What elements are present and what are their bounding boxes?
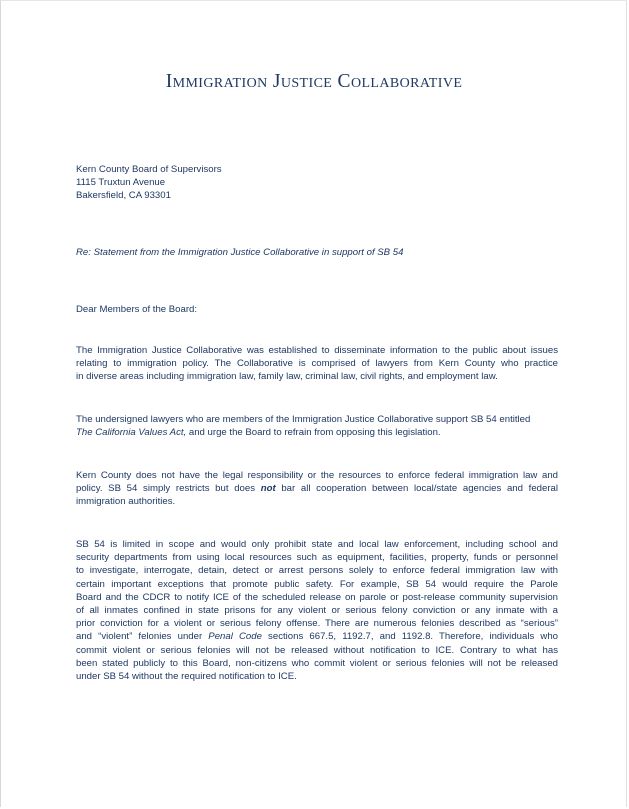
- paragraph-line: prior conviction for a violent or serious felony offense. There are numerous felonies described as “serious”: [76, 618, 558, 630]
- paragraph-line: [76, 630, 558, 643]
- paragraph-line: Kern County does not have the legal responsibility or the resources to enforce federal immigration law and: [76, 470, 558, 481]
- subject-line: Re: Statement from the Immigration Justice Collaborative in support of SB 54: [76, 247, 404, 258]
- letterhead-title: Immigration Justice Collaborative: [165, 71, 463, 92]
- penal-code-ref: Penal Code: [208, 631, 262, 643]
- paragraph-text: bar all cooperation between local/state agencies and federal: [275, 483, 559, 495]
- paragraph-line: The Immigration Justice Collaborative was established to disseminate information to the public about issues: [76, 345, 558, 356]
- recipient-address: [76, 163, 558, 203]
- paragraph-line: immigration authorities.: [76, 496, 176, 508]
- paragraph-scope: [76, 538, 558, 683]
- paragraph-line: under SB 54 without the required notification to ICE.: [76, 671, 297, 683]
- paragraph-line: certain important exceptions that promote public safety. For example, SB 54 would require the Parole: [76, 578, 558, 590]
- address-line-1: Kern County Board of Supervisors: [76, 164, 222, 175]
- paragraph-intro: [76, 344, 558, 384]
- paragraph-text: and “violent” felonies under: [76, 631, 209, 643]
- paragraph-line: been stated publicly to this Board, non-citizens who commit violent or serious felonies will not be released: [76, 657, 558, 669]
- paragraph-text: and urge the Board to refrain from opposing this legislation.: [186, 427, 441, 439]
- paragraph-line: [76, 482, 558, 495]
- paragraph-line: security departments from using local resources such as equipment, facilities, property, funds or personnel: [76, 552, 558, 564]
- paragraph-line: SB 54 is limited in scope and would only prohibit state and local law enforcement, including school and: [76, 539, 558, 550]
- paragraph-line: in diverse areas including immigration law, family law, criminal law, civil rights, and employment law.: [76, 371, 498, 383]
- paragraph-line: of all inmates confined in state prisons for any violent or serious felony conviction or any inmate with a: [76, 605, 558, 617]
- paragraph-line: The undersigned lawyers who are members of the Immigration Justice Collaborative support SB 54 entitled: [76, 414, 531, 425]
- address-line-3: Bakersfield, CA 93301: [76, 190, 171, 202]
- paragraph-line: Board and the CDCR to notify ICE of the scheduled release on parole or post-release community supervision: [76, 591, 558, 603]
- paragraph-line: to investigate, interrogate, detain, detect or arrest persons solely to enforce federal immigration law with: [76, 565, 558, 577]
- paragraph-responsibility: [76, 469, 558, 509]
- address-line-2: 1115 Truxtun Avenue: [76, 177, 166, 189]
- paragraph-line: commit violent or serious felonies will not be released without notification to ICE. Contrary to what has: [76, 644, 558, 656]
- emphasis-not: not: [260, 483, 276, 495]
- paragraph-line: [76, 426, 558, 439]
- salutation: Dear Members of the Board:: [76, 304, 198, 315]
- paragraph-line: relating to immigration policy. The Collaborative is comprised of lawyers from Kern County who practice: [76, 358, 558, 370]
- paragraph-support: [76, 413, 558, 439]
- paragraph-text: sections 667.5, 1192.7, and 1192.8. Therefore, individuals who: [261, 631, 558, 643]
- paragraph-text: policy. SB 54 simply restricts but does: [76, 483, 261, 495]
- act-title: The California Values Act,: [76, 427, 187, 439]
